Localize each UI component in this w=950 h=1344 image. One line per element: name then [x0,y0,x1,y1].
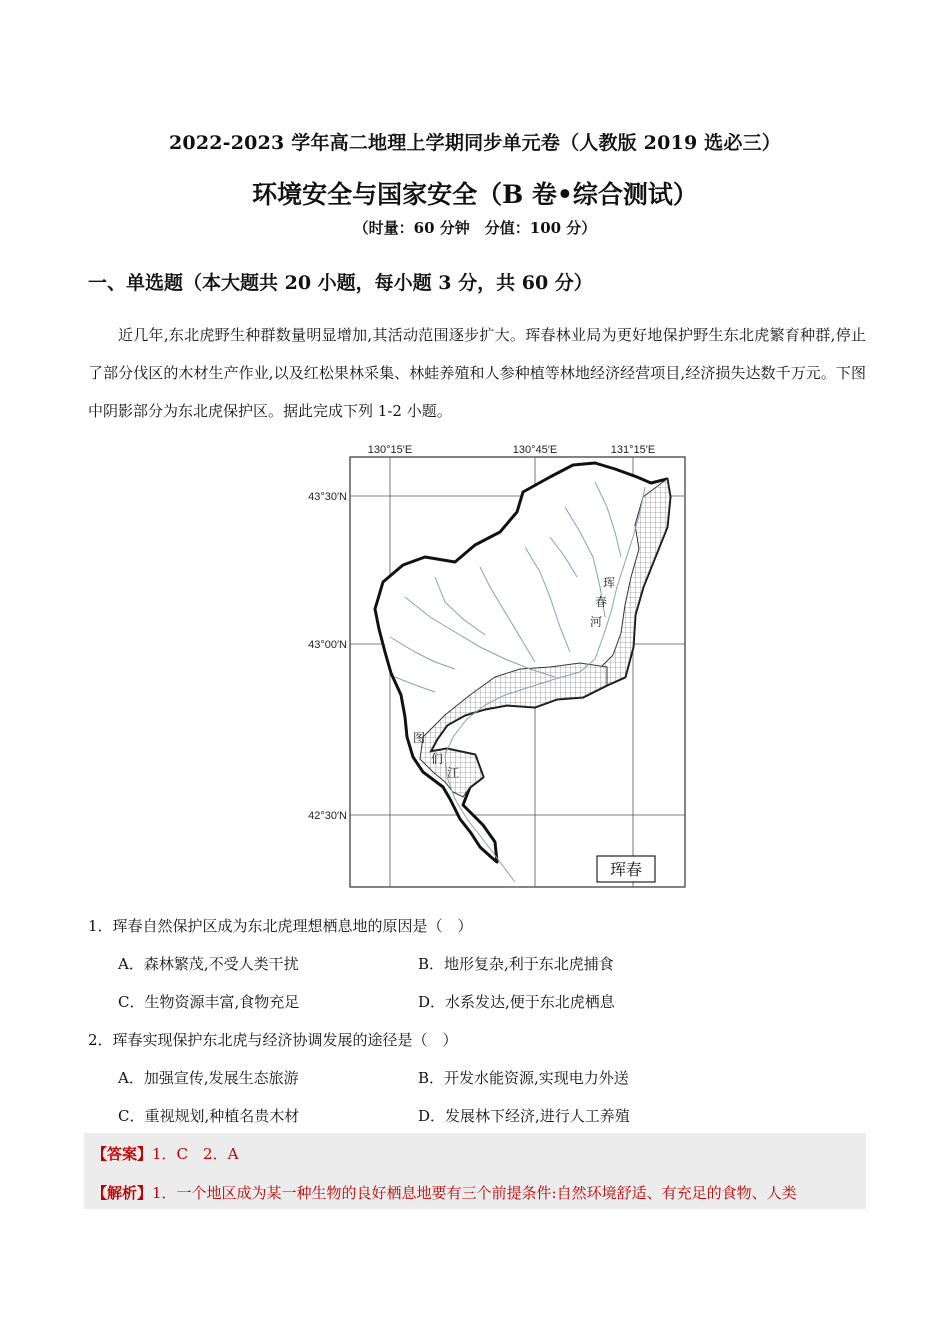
question-1-option-b[interactable]: B．地形复杂,利于东北虎捕食 [418,955,614,973]
hunchun-map [295,437,695,892]
answer-text: 1．C 2．A [152,1145,239,1163]
series-title: 2022-2023 学年高二地理上学期同步单元卷（人教版 2019 选必三） [169,132,781,154]
river-label-he: 河 [590,615,603,629]
exam-meta: （时量：60 分钟 分值：100 分） [353,219,597,237]
analysis-line [92,1182,797,1203]
analysis-text: 1．一个地区成为某一种生物的良好栖息地要有三个前提条件:自然环境舒适、有充足的食物、人类 [152,1184,797,1202]
river-label-men: 们 [431,752,444,766]
answer-line [92,1143,238,1164]
lat-label-2: 43°00′N [308,639,347,651]
question-1-option-d[interactable]: D．水系发达,便于东北虎栖息 [418,993,615,1011]
lat-label-3: 42°30′N [308,810,347,822]
lon-label-1: 130°15′E [367,444,413,456]
city-label: 珲春 [609,860,643,879]
question-1-option-c[interactable]: C．生物资源丰富,食物充足 [118,993,300,1011]
question-2-option-a[interactable]: A．加强宣传,发展生态旅游 [118,1069,299,1087]
river-label-jiang: 江 [447,766,460,780]
lon-label-3: 131°15′E [610,444,656,456]
analysis-label: 【解析】 [92,1184,153,1202]
question-1-stem: 1．珲春自然保护区成为东北虎理想栖息地的原因是（ ） [88,917,473,935]
question-2-stem: 2．珲春实现保护东北虎与经济协调发展的途径是（ ） [88,1031,458,1049]
river-label-chun: 春 [595,595,608,609]
question-2-option-d[interactable]: D．发展林下经济,进行人工养殖 [418,1107,630,1125]
answer-label: 【答案】 [92,1145,153,1163]
question-2-option-c[interactable]: C．重视规划,种植名贵木材 [118,1107,300,1125]
question-1-option-a[interactable]: A．森林繁茂,不受人类干扰 [118,955,299,973]
question-2-option-b[interactable]: B．开发水能资源,实现电力外送 [418,1069,629,1087]
lat-label-1: 43°30′N [308,491,347,503]
page-title: 环境安全与国家安全（B 卷•综合测试） [252,180,698,209]
lon-label-2: 130°45′E [512,444,558,456]
intro-paragraph: 近几年,东北虎野生种群数量明显增加,其活动范围逐步扩大。珲春林业局为更好地保护野生东北虎繁育种群,停止了部分伐区的木材生产作业,以及红松果林采集、林蛙养殖和人参种植等林地经济经营项目,经济损失达数千万元。下图中阴影部分为东北虎保护区。据此完成下列 1-2 小题。 [88,326,866,420]
river-label-tu: 图 [413,731,426,745]
section-heading: 一、单选题（本大题共 20 小题，每小题 3 分，共 60 分） [88,272,593,294]
river-label-hun: 珲 [603,576,616,590]
